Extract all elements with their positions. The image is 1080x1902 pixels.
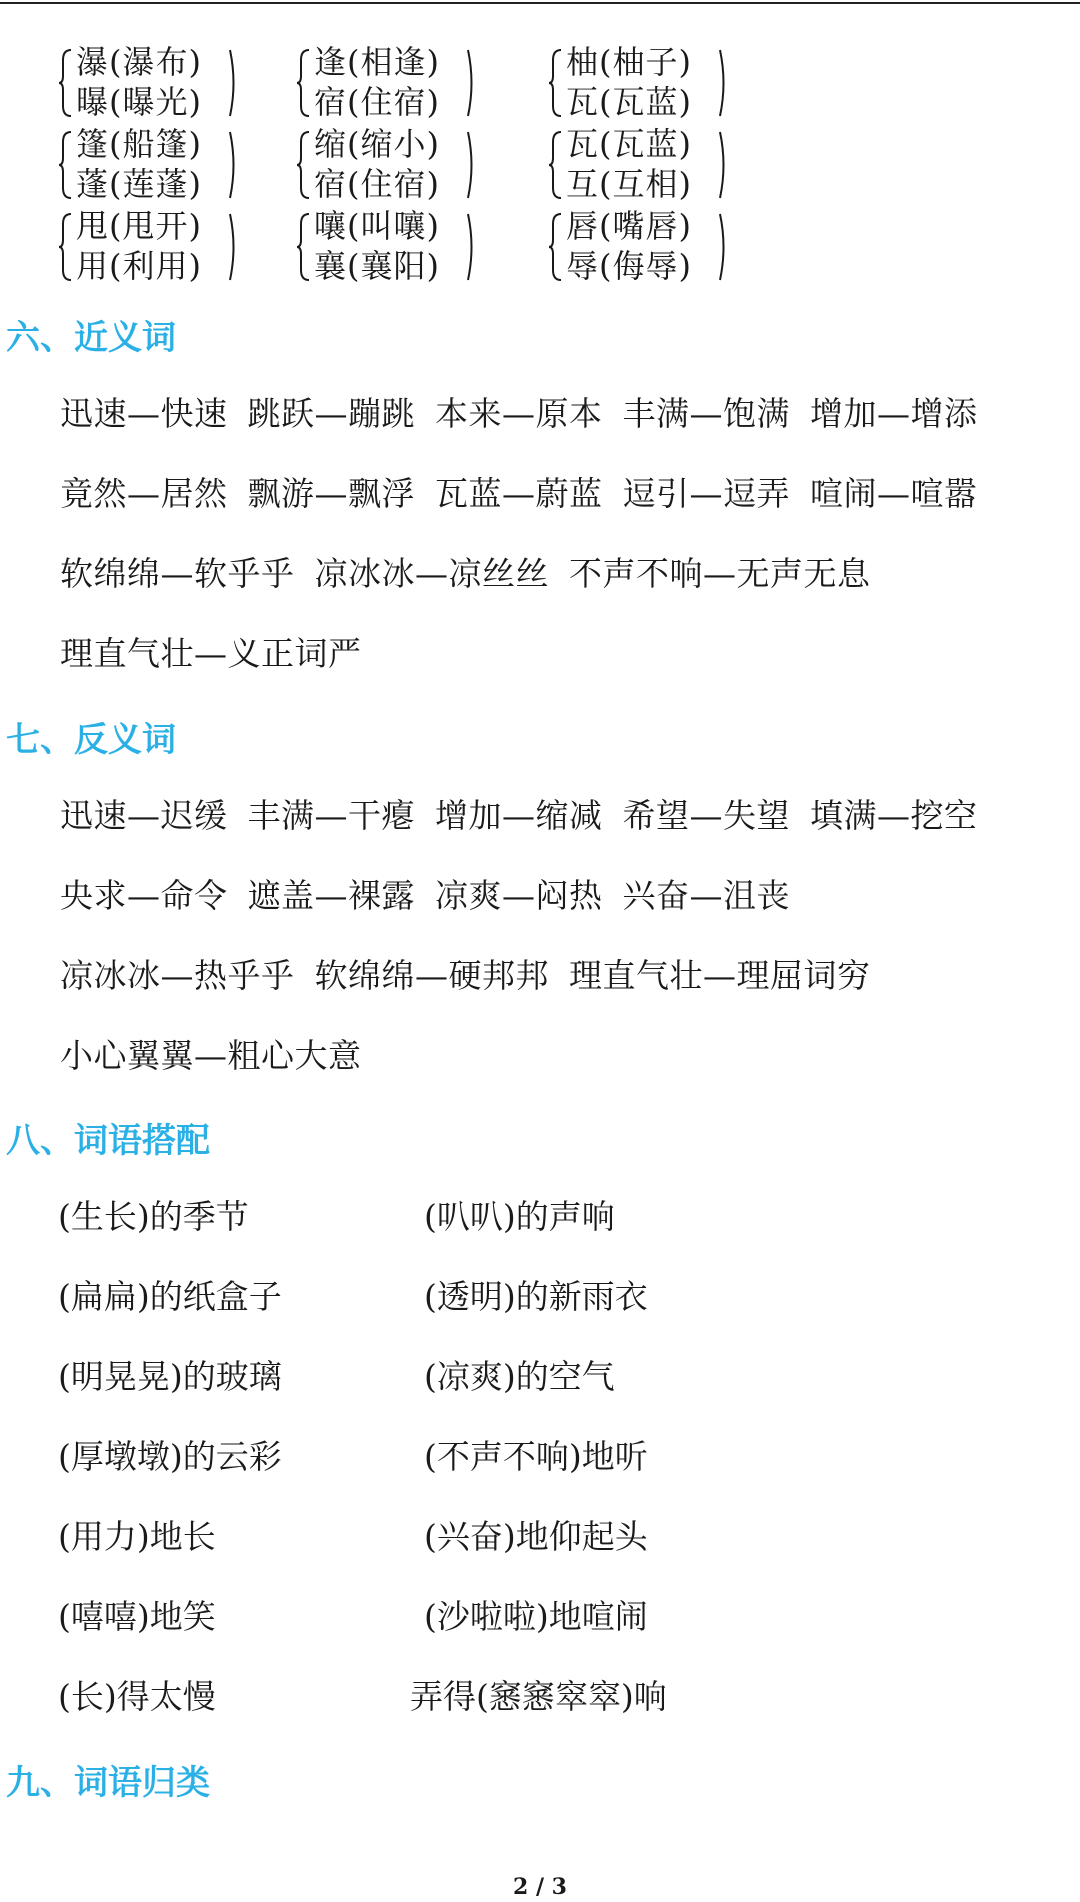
char-pair: [58, 42, 238, 124]
section-heading-word-classification: 九、词语归类: [6, 1763, 210, 1803]
collocation-right: (不声不响)地听: [424, 1437, 648, 1476]
word-pair: 凉冰冰—凉丝丝: [314, 554, 549, 593]
brace-icon: [548, 130, 562, 200]
synonym-row: [60, 468, 998, 515]
pair-line-2: 襄(襄阳): [314, 247, 440, 285]
top-rule: [0, 2, 1080, 4]
pair-line-2: 用(利用): [76, 247, 202, 285]
word-pair: 竟然—居然: [60, 474, 228, 513]
brace-icon: [548, 48, 562, 118]
word-pair: 不声不响—无声无息: [569, 554, 871, 593]
pair-line-1: 篷(船篷): [76, 125, 202, 163]
collocation-right: (凉爽)的空气: [424, 1357, 615, 1396]
collocation-right: (叭叭)的声响: [424, 1197, 615, 1236]
pair-line-2: 瓦(瓦蓝): [566, 83, 692, 121]
word-pair: 迅速—快速: [60, 394, 228, 433]
collocation-left: (厚墩墩)的云彩: [58, 1437, 282, 1476]
char-pair: [58, 206, 238, 288]
close-paren-icon: [228, 48, 238, 118]
character-pairs: [58, 42, 1058, 292]
antonym-row: [60, 870, 810, 917]
section-heading-antonyms: 七、反义词: [6, 720, 176, 760]
collocation-left: (嘻嘻)地笑: [58, 1597, 216, 1636]
collocation-right: (兴奋)地仰起头: [424, 1517, 648, 1556]
collocation-right: (沙啦啦)地喧闹: [424, 1597, 648, 1636]
pair-line-2: 辱(侮辱): [566, 247, 692, 285]
char-pair: [296, 206, 476, 288]
word-pair: 瓦蓝—蔚蓝: [435, 474, 603, 513]
pair-line-1: 唇(嘴唇): [566, 207, 692, 245]
section-heading-synonyms: 六、近义词: [6, 318, 176, 358]
pair-line-1: 瀑(瀑布): [76, 43, 202, 81]
word-pair: 喧闹—喧嚣: [810, 474, 978, 513]
collocation-left: (明晃晃)的玻璃: [58, 1357, 282, 1396]
collocation-left: (长)得太慢: [58, 1677, 216, 1716]
close-paren-icon: [466, 212, 476, 282]
pair-line-1: 甩(甩开): [76, 207, 202, 245]
char-pair: [548, 206, 728, 288]
word-pair: 凉爽—闷热: [435, 876, 603, 915]
antonym-row: [60, 1030, 382, 1077]
pair-line-2: 蓬(莲蓬): [76, 165, 202, 203]
antonym-row: [60, 790, 998, 837]
close-paren-icon: [718, 48, 728, 118]
word-pair: 增加—缩减: [435, 796, 603, 835]
char-pair: [296, 124, 476, 206]
close-paren-icon: [228, 212, 238, 282]
word-pair: 央求—命令: [60, 876, 228, 915]
close-paren-icon: [718, 212, 728, 282]
word-pair: 凉冰冰—热乎乎: [60, 956, 295, 995]
synonym-row: [60, 548, 891, 595]
word-pair: 本来—原本: [435, 394, 603, 433]
close-paren-icon: [466, 130, 476, 200]
word-pair: 跳跃—蹦跳: [247, 394, 415, 433]
char-pair: [548, 124, 728, 206]
char-pair: [296, 42, 476, 124]
char-pair: [58, 124, 238, 206]
brace-icon: [58, 48, 72, 118]
pair-line-2: 宿(住宿): [314, 83, 440, 121]
collocation-right: 弄得(窸窸窣窣)响: [410, 1677, 667, 1716]
word-pair: 填满—挖空: [810, 796, 978, 835]
pair-line-2: 曝(曝光): [76, 83, 202, 121]
word-pair: 兴奋—沮丧: [622, 876, 790, 915]
antonym-row: [60, 950, 891, 997]
pair-line-1: 缩(缩小): [314, 125, 440, 163]
collocation-left: (扁扁)的纸盒子: [58, 1277, 282, 1316]
brace-icon: [58, 130, 72, 200]
pair-line-2: 互(互相): [566, 165, 692, 203]
section-heading-word-collocation: 八、词语搭配: [6, 1121, 210, 1161]
close-paren-icon: [466, 48, 476, 118]
word-pair: 理直气壮—义正词严: [60, 634, 362, 673]
brace-icon: [296, 48, 310, 118]
word-pair: 理直气壮—理屈词穷: [569, 956, 871, 995]
word-pair: 软绵绵—软乎乎: [60, 554, 295, 593]
page-number: 2 / 3: [513, 1874, 567, 1900]
word-pair: 希望—失望: [622, 796, 790, 835]
word-pair: 迅速—迟缓: [60, 796, 228, 835]
word-pair: 飘游—飘浮: [247, 474, 415, 513]
collocation-left: (用力)地长: [58, 1517, 216, 1556]
word-pair: 丰满—干瘪: [247, 796, 415, 835]
synonym-row: [60, 628, 382, 675]
pair-line-1: 柚(柚子): [566, 43, 692, 81]
close-paren-icon: [718, 130, 728, 200]
brace-icon: [296, 212, 310, 282]
word-pair: 小心翼翼—粗心大意: [60, 1036, 362, 1075]
pair-line-1: 嚷(叫嚷): [314, 207, 440, 245]
close-paren-icon: [228, 130, 238, 200]
collocation-left: (生长)的季节: [58, 1197, 249, 1236]
word-pair: 增加—增添: [810, 394, 978, 433]
word-pair: 遮盖—裸露: [247, 876, 415, 915]
pair-line-1: 瓦(瓦蓝): [566, 125, 692, 163]
collocation-right: (透明)的新雨衣: [424, 1277, 648, 1316]
pair-line-2: 宿(住宿): [314, 165, 440, 203]
char-pair: [548, 42, 728, 124]
brace-icon: [58, 212, 72, 282]
word-pair: 丰满—饱满: [622, 394, 790, 433]
synonym-row: [60, 388, 998, 435]
brace-icon: [296, 130, 310, 200]
pair-line-1: 逢(相逢): [314, 43, 440, 81]
brace-icon: [548, 212, 562, 282]
word-pair: 逗引—逗弄: [622, 474, 790, 513]
word-pair: 软绵绵—硬邦邦: [314, 956, 549, 995]
